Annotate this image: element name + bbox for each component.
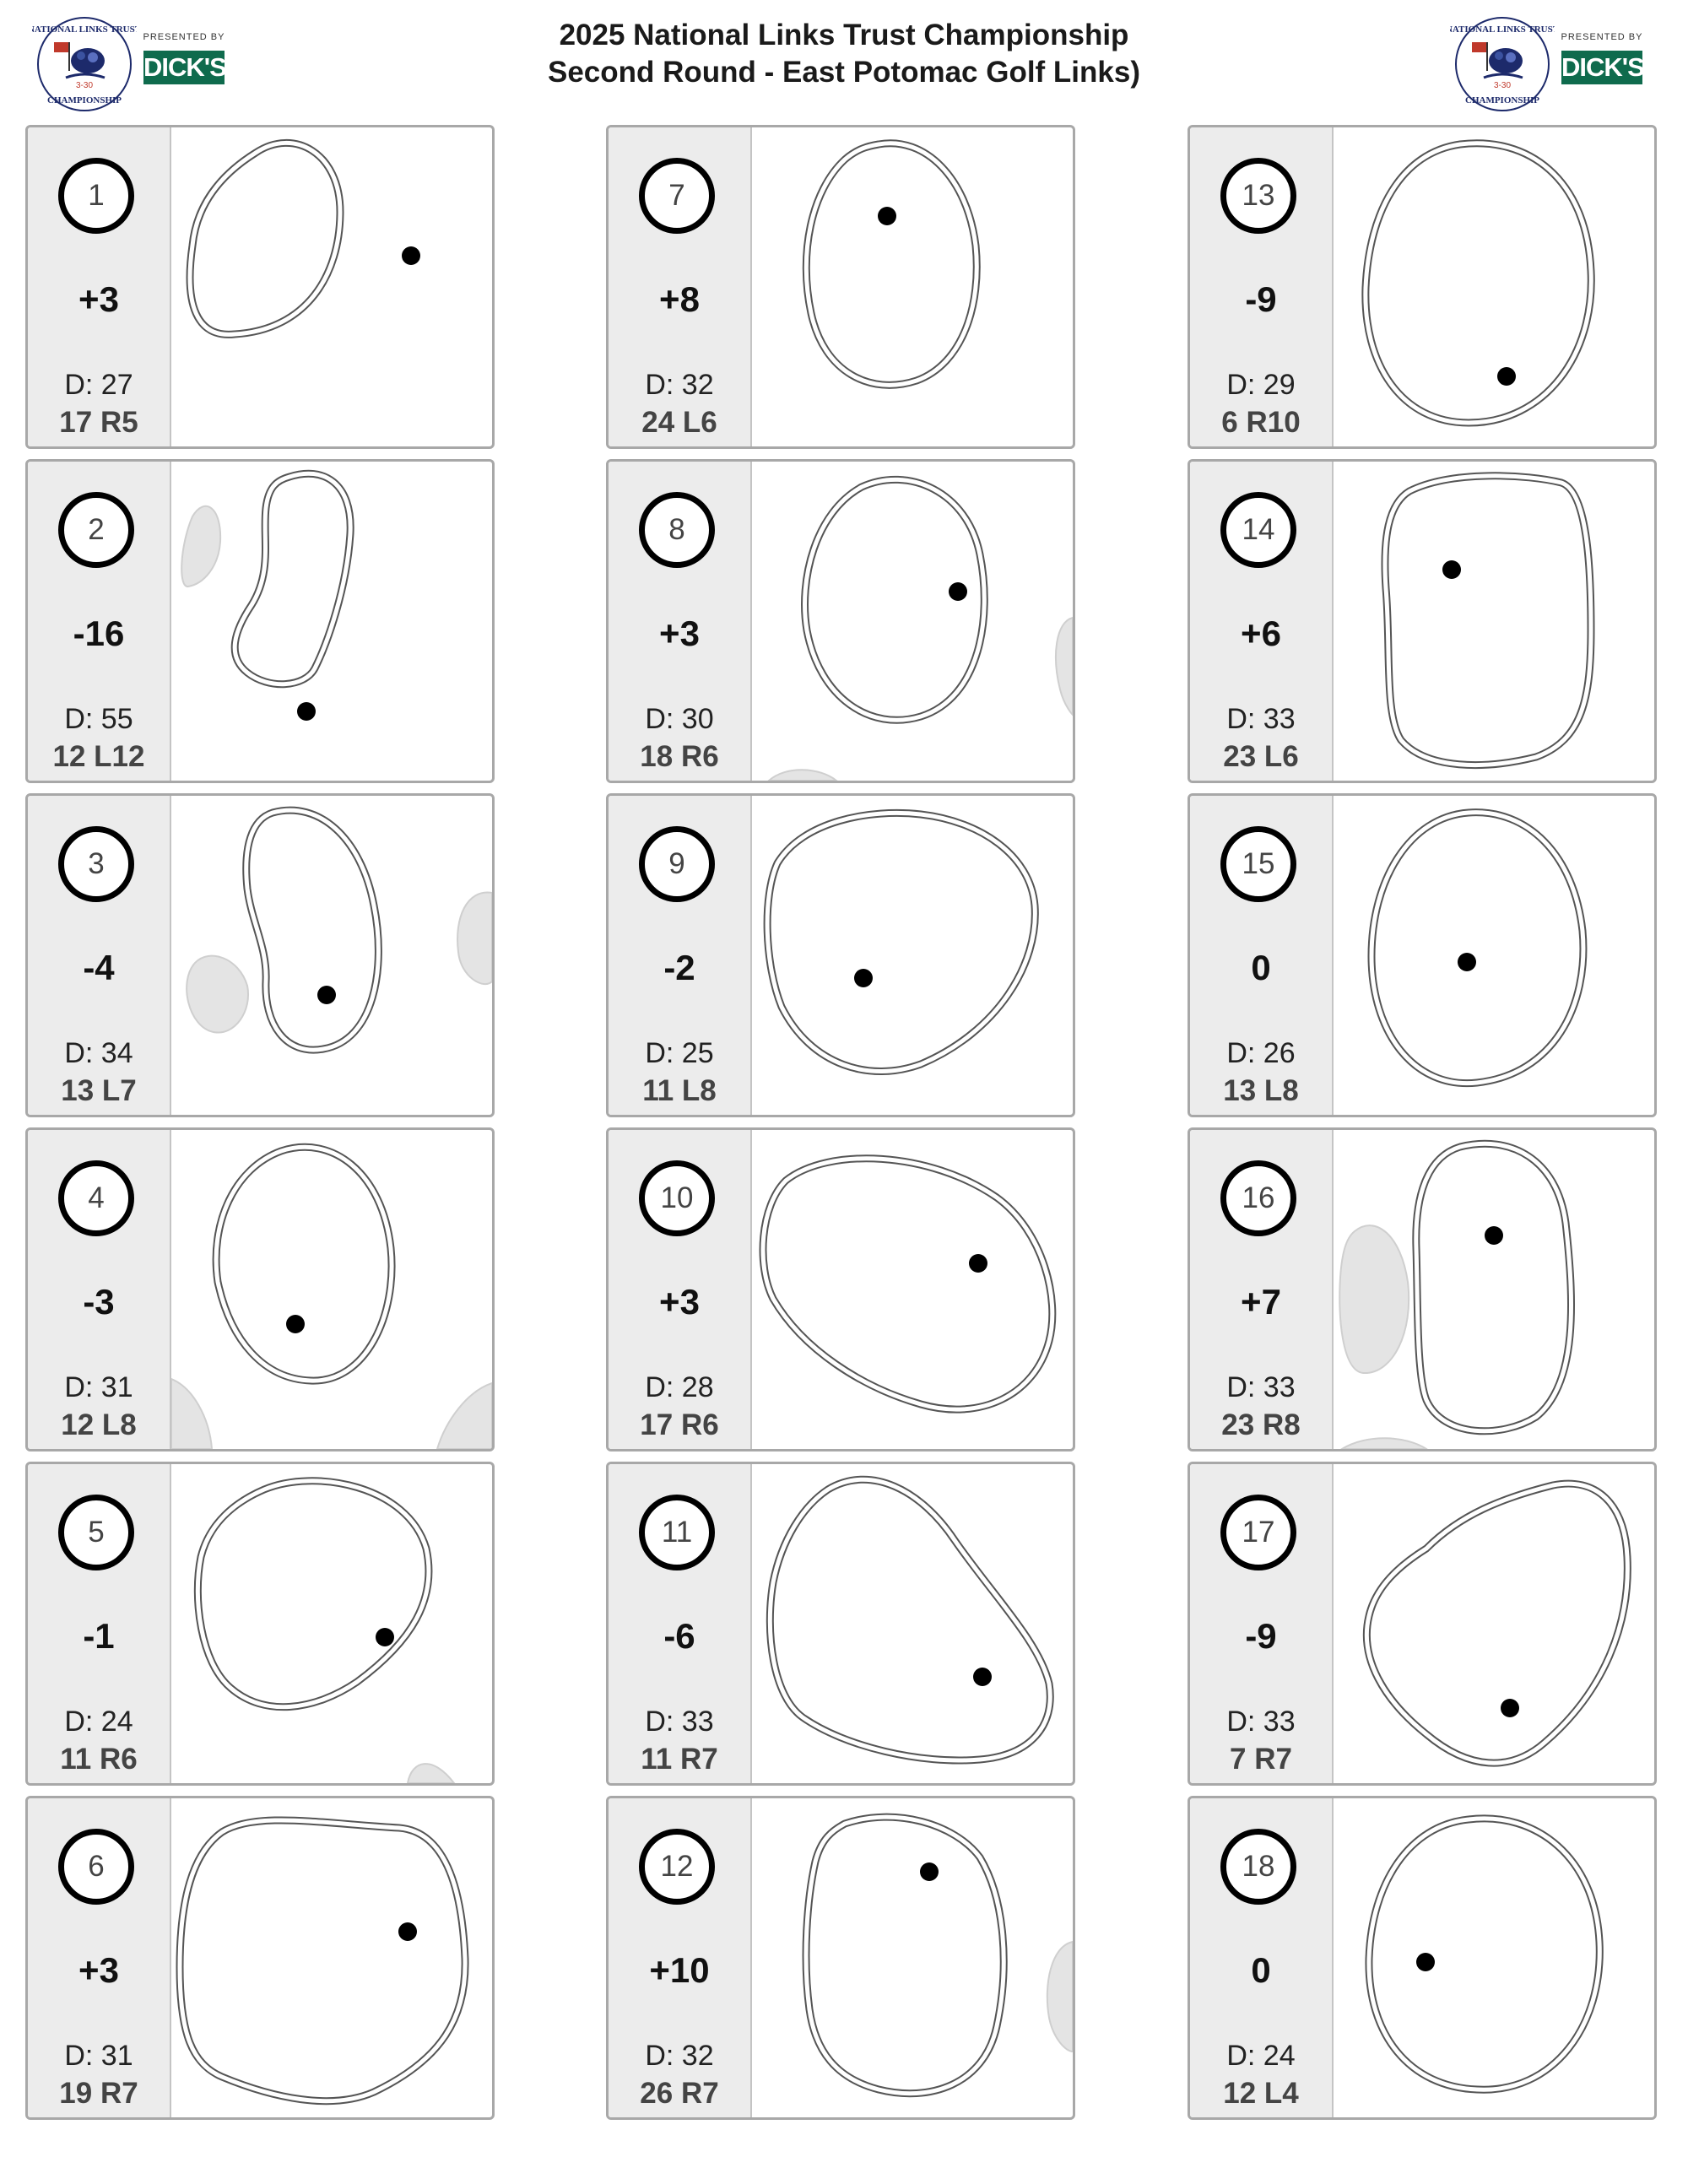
green-depth: D: 33 [1226,703,1296,735]
hole-info-panel [28,1130,171,1449]
green-diagram [171,462,492,781]
hole-number-badge: 11 [639,1495,715,1570]
hole-score: +3 [659,1282,700,1322]
hole-info-panel [28,1798,171,2117]
hole-score: +3 [659,614,700,653]
pin-location: 11 R7 [641,1743,718,1776]
sponsor-small-text: PRESENTED BY [1561,32,1643,42]
pin-marker [854,969,873,987]
hole-score: -9 [1245,279,1277,319]
green-depth: D: 25 [645,1037,714,1069]
green-diagram [171,1798,492,2117]
hole-number-badge: 5 [58,1495,134,1570]
hole-score: -9 [1245,1616,1277,1656]
green-diagram [752,796,1073,1115]
green-diagram [752,1798,1073,2117]
green-diagram [1334,1798,1654,2117]
pin-marker [878,207,896,225]
hole-info-panel [609,462,752,781]
sponsor-name: DICK'S [143,51,225,84]
bunker-hazard [457,893,492,985]
sponsor-name: DICK'S [1561,51,1642,84]
green-diagram [1334,1464,1654,1783]
bunker-hazard [181,506,220,587]
hole-score: +10 [649,1950,710,1990]
hole-info-panel [609,1464,752,1783]
hole-number-badge: 9 [639,826,715,902]
bunker-hazard [769,770,836,781]
pin-marker [376,1628,394,1646]
hole-info-panel [28,462,171,781]
green-depth: D: 31 [64,1371,133,1403]
hole-info-panel [1190,1130,1334,1449]
bunker-hazard [1339,1225,1409,1373]
hole-score: -6 [663,1616,695,1656]
page-title: 2025 National Links Trust Championship [559,19,1129,51]
hole-number-badge: 17 [1220,1495,1296,1570]
hole-score: -3 [83,1282,115,1322]
green-diagram [752,462,1073,781]
hole-number-badge: 12 [639,1829,715,1905]
hole-score: -16 [73,614,125,653]
hole-card [606,1796,1075,2120]
pin-marker [297,702,316,721]
bunker-hazard [1342,1438,1426,1449]
hole-card [1188,125,1657,449]
pin-location: 17 R6 [640,1408,719,1441]
hole-number-badge: 1 [58,158,134,234]
bunker-hazard [408,1764,454,1783]
hole-info-panel [609,1798,752,2117]
emblem-ring-top-text: NATIONAL LINKS TRUST [32,24,137,35]
green-depth: D: 32 [645,369,714,401]
hole-card [25,1796,495,2120]
hole-number-badge: 8 [639,492,715,568]
hole-card [606,1462,1075,1786]
pin-marker [969,1254,987,1273]
pin-location: 19 R7 [59,2077,138,2110]
hole-score: 0 [1251,1950,1271,1990]
hole-number-badge: 7 [639,158,715,234]
sponsor-logo-right [1560,32,1644,86]
hole-info-panel [609,1130,752,1449]
pin-location: 13 L8 [1223,1074,1299,1107]
hole-card [1188,459,1657,783]
hole-score: +6 [1241,614,1281,653]
hole-card [606,793,1075,1117]
hole-number-badge: 18 [1220,1829,1296,1905]
pin-location: 6 R10 [1221,406,1301,439]
pin-location: 12 L4 [1223,2077,1299,2110]
emblem-ring-bottom-text: CHAMPIONSHIP [1465,95,1539,105]
bunker-hazard [437,1383,492,1449]
pin-location: 7 R7 [1230,1743,1292,1776]
green-depth: D: 31 [64,2040,133,2072]
green-diagram [752,1130,1073,1449]
green-diagram [1334,462,1654,781]
pin-marker [949,582,967,601]
pin-location: 11 R6 [60,1743,138,1776]
hole-card [25,459,495,783]
green-depth: D: 33 [1226,1371,1296,1403]
pin-location: 13 L7 [61,1074,137,1107]
hole-number-badge: 6 [58,1829,134,1905]
hole-card [1188,1462,1657,1786]
green-depth: D: 29 [1226,369,1296,401]
pin-marker [1416,1953,1435,1971]
hole-number-badge: 16 [1220,1160,1296,1236]
pin-location: 12 L8 [61,1408,137,1441]
hole-score: +8 [659,279,700,319]
hole-info-panel [28,1464,171,1783]
green-diagram [171,1464,492,1783]
sponsor-small-text: PRESENTED BY [143,32,225,42]
hole-info-panel [28,796,171,1115]
hole-card [606,459,1075,783]
hole-score: +3 [78,1950,119,1990]
pin-marker [1497,367,1516,386]
sheet-header [0,0,1688,118]
hole-number-badge: 14 [1220,492,1296,568]
green-depth: D: 32 [645,2040,714,2072]
green-depth: D: 34 [64,1037,133,1069]
hole-score: +7 [1241,1282,1281,1322]
pin-location: 18 R6 [640,740,719,773]
hole-score: -1 [83,1616,115,1656]
emblem-ring-top-text: NATIONAL LINKS TRUST [1450,24,1555,35]
green-depth: D: 33 [1226,1706,1296,1738]
emblem-center-text: 3-30 [75,81,94,90]
green-diagram [752,127,1073,446]
hole-card [1188,1127,1657,1451]
green-depth: D: 28 [645,1371,714,1403]
hole-info-panel [609,796,752,1115]
green-diagram [171,1130,492,1449]
pin-marker [286,1315,305,1333]
green-diagram [752,1464,1073,1783]
emblem-center-text: 3-30 [1493,81,1512,90]
hole-number-badge: 10 [639,1160,715,1236]
bunker-hazard [187,956,248,1033]
green-diagram [1334,1130,1654,1449]
hole-number-badge: 15 [1220,826,1296,902]
hole-number-badge: 2 [58,492,134,568]
green-diagram [171,796,492,1115]
hole-card [25,125,495,449]
hole-score: -4 [83,948,115,987]
pin-location: 17 R5 [59,406,138,439]
green-depth: D: 55 [64,703,133,735]
pin-marker [1442,560,1461,579]
hole-info-panel [1190,1798,1334,2117]
green-diagram [171,127,492,446]
pin-marker [398,1922,417,1941]
pin-marker [1501,1699,1519,1717]
hole-number-badge: 13 [1220,158,1296,234]
green-depth: D: 33 [645,1706,714,1738]
pin-location: 24 L6 [641,406,717,439]
championship-emblem-logo-right [1450,12,1555,116]
green-depth: D: 27 [64,369,133,401]
hole-card [606,125,1075,449]
hole-card [606,1127,1075,1451]
bunker-hazard [1047,1942,1073,2052]
pin-marker [402,246,420,265]
hole-score: +3 [78,279,119,319]
pin-location: 23 L6 [1223,740,1299,773]
hole-number-badge: 3 [58,826,134,902]
hole-info-panel [1190,462,1334,781]
green-depth: D: 24 [1226,2040,1296,2072]
bunker-hazard [1056,618,1073,715]
pin-location: 26 R7 [640,2077,719,2110]
hole-info-panel [609,127,752,446]
pin-marker [1485,1226,1503,1245]
hole-card [1188,1796,1657,2120]
hole-card [25,1127,495,1451]
hole-info-panel [1190,127,1334,446]
pin-location: 12 L12 [52,740,145,773]
bunker-hazard [171,1379,212,1449]
pin-location: 11 L8 [642,1074,717,1107]
green-depth: D: 24 [64,1706,133,1738]
pin-marker [920,1862,939,1881]
pin-marker [317,986,336,1004]
green-diagram [1334,127,1654,446]
green-depth: D: 26 [1226,1037,1296,1069]
hole-card [25,1462,495,1786]
hole-info-panel [1190,1464,1334,1783]
emblem-ring-bottom-text: CHAMPIONSHIP [47,95,122,105]
hole-info-panel [1190,796,1334,1115]
green-depth: D: 30 [645,703,714,735]
page-subtitle: Second Round - East Potomac Golf Links) [548,56,1140,89]
hole-info-panel [28,127,171,446]
hole-score: -2 [663,948,695,987]
hole-number-badge: 4 [58,1160,134,1236]
pin-marker [1458,953,1476,971]
hole-card [25,793,495,1117]
pin-location: 23 R8 [1221,1408,1301,1441]
hole-card [1188,793,1657,1117]
green-diagram [1334,796,1654,1115]
hole-score: 0 [1251,948,1271,987]
pin-marker [973,1668,992,1686]
